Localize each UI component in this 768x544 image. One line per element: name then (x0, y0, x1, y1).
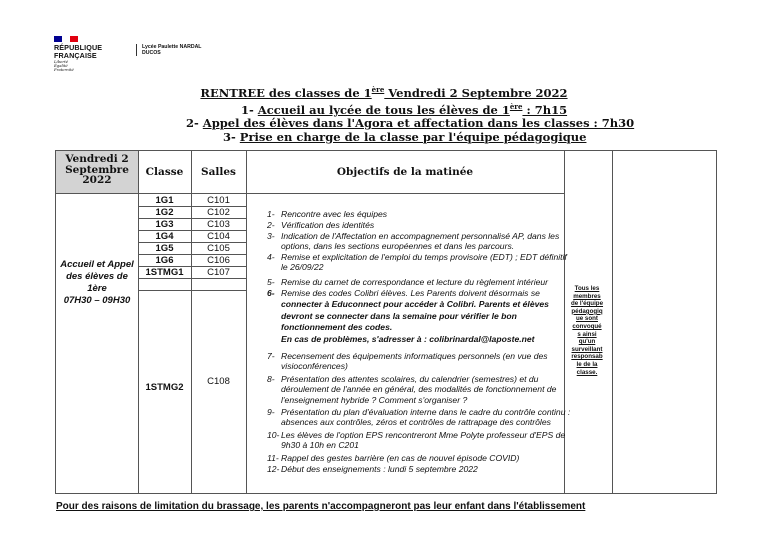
objective-item: 3- Indication de l'Affectation en accompagnement personnalisé AP, dans les options, dans les sections européennes et dans les parcours. (267, 231, 560, 252)
objective-item: 7- Recensement des équipements informatiques personnels (en vue des visioconférences) (267, 351, 548, 372)
team-note: Tous les membres de l'équipe pédagogiq ue sont convoqué s ainsi qu'un surveillant responsab le de la classe. (570, 285, 604, 376)
step-3: 3- Prise en charge de la classe par l'équipe pédagogique (223, 130, 587, 144)
salle-cell: C104 (207, 231, 230, 242)
col-divider-5 (612, 151, 613, 493)
step-1: 1- Accueil au lycée de tous les élèves de 1ère : 7h15 (241, 102, 568, 117)
objective-item: 6- Remise des codes Colibri élèves. Les Parents doivent désormais se connecter à Educonnect pour accéder à Colibri. Parents et élèves devront se connecter dans la semaine pour vérifier le bon fonctionnement des codes. En cas de problèmes, s'adresser à : colibrinardal@laposte.net (267, 288, 549, 344)
republic-motto: Liberté Égalité Fraternité (54, 59, 74, 73)
objective-item: 12- Début des enseignements : lundi 5 septembre 2022 (267, 464, 478, 474)
header-divider (56, 193, 564, 194)
objective-item: 4- Remise et explicitation de l'emploi du temps provisoire (EDT) ; EDT définitif le 26/09/22 (267, 252, 567, 273)
header-objectifs: Objectifs de la matinée (336, 166, 474, 178)
footer-note: Pour des raisons de limitation du brassage, les parents n'accompagneront pas leur enfant dans l'établissement (56, 501, 586, 512)
objective-item: 10- Les élèves de l'option EPS rencontreront Mme Polyte professeur d'EPS de 9h30 à 10h en C201 (267, 430, 566, 451)
flag-white (62, 36, 70, 42)
salle-cell: C106 (207, 255, 230, 266)
objective-item: 8- Présentation des attentes scolaires, du calendrier (semestres) et du déroulement de l'année en général, des modalités de fonctionnement de l'enseignement hybride ? Comment s'organiser ? (267, 374, 557, 405)
accueil-cell: Accueil et Appel des élèves de 1ère 07H30 – 09H30 (60, 259, 134, 306)
schedule-table (55, 150, 717, 494)
logo-divider (136, 44, 137, 56)
french-flag-icon (54, 36, 78, 42)
title-suffix: Vendredi 2 Septembre 2022 (384, 85, 568, 100)
col-divider-3 (246, 151, 247, 493)
document-title (0, 85, 768, 100)
flag-blue (54, 36, 62, 42)
title-sup: ère (371, 85, 385, 94)
classe-cell: 1STMG1 (145, 267, 184, 278)
republique-francaise-logo: RÉPUBLIQUE FRANÇAISE (54, 43, 103, 60)
classe-cell: 1STMG2 (145, 382, 184, 393)
classe-cell: 1G5 (155, 243, 174, 254)
classe-cell: 1G6 (155, 255, 174, 266)
objective-item: 11- Rappel des gestes barrière (en cas de nouvel épisode COVID) (267, 453, 520, 463)
salle-cell: C105 (207, 243, 230, 254)
classe-cell: 1G1 (155, 195, 174, 206)
classe-cell: 1G4 (155, 231, 174, 242)
objective-item: 2- Vérification des identités (267, 220, 375, 230)
step-2: 2- Appel des élèves dans l'Agora et affectation dans les classes : 7h30 (186, 116, 635, 130)
salle-cell: C108 (207, 376, 230, 387)
header-classe: Classe (145, 166, 184, 178)
title-prefix: RENTREE des classes de 1 (200, 85, 372, 100)
header-salles: Salles (201, 166, 236, 178)
objective-item: 9- Présentation du plan d'évaluation interne dans le cadre du contrôle continu : absences aux contrôles, zéros et contrôles de rattrapage des contrôles (267, 407, 571, 428)
flag-red (70, 36, 78, 42)
classe-cell: 1G2 (155, 207, 174, 218)
salle-cell: C101 (207, 195, 230, 206)
lycee-name: Lycée Paulette NARDAL DUCOS (142, 44, 202, 56)
classe-cell: 1G3 (155, 219, 174, 230)
salle-cell: C103 (207, 219, 230, 230)
header-date: Vendredi 2 Septembre 2022 (65, 153, 129, 186)
objective-item: 5- Remise du carnet de correspondance et lecture du règlement intérieur (267, 277, 549, 287)
row-line (138, 278, 246, 279)
salle-cell: C102 (207, 207, 230, 218)
salle-cell: C107 (207, 267, 230, 278)
objective-item: 1- Rencontre avec les équipes (267, 209, 388, 219)
row-line (138, 290, 246, 291)
